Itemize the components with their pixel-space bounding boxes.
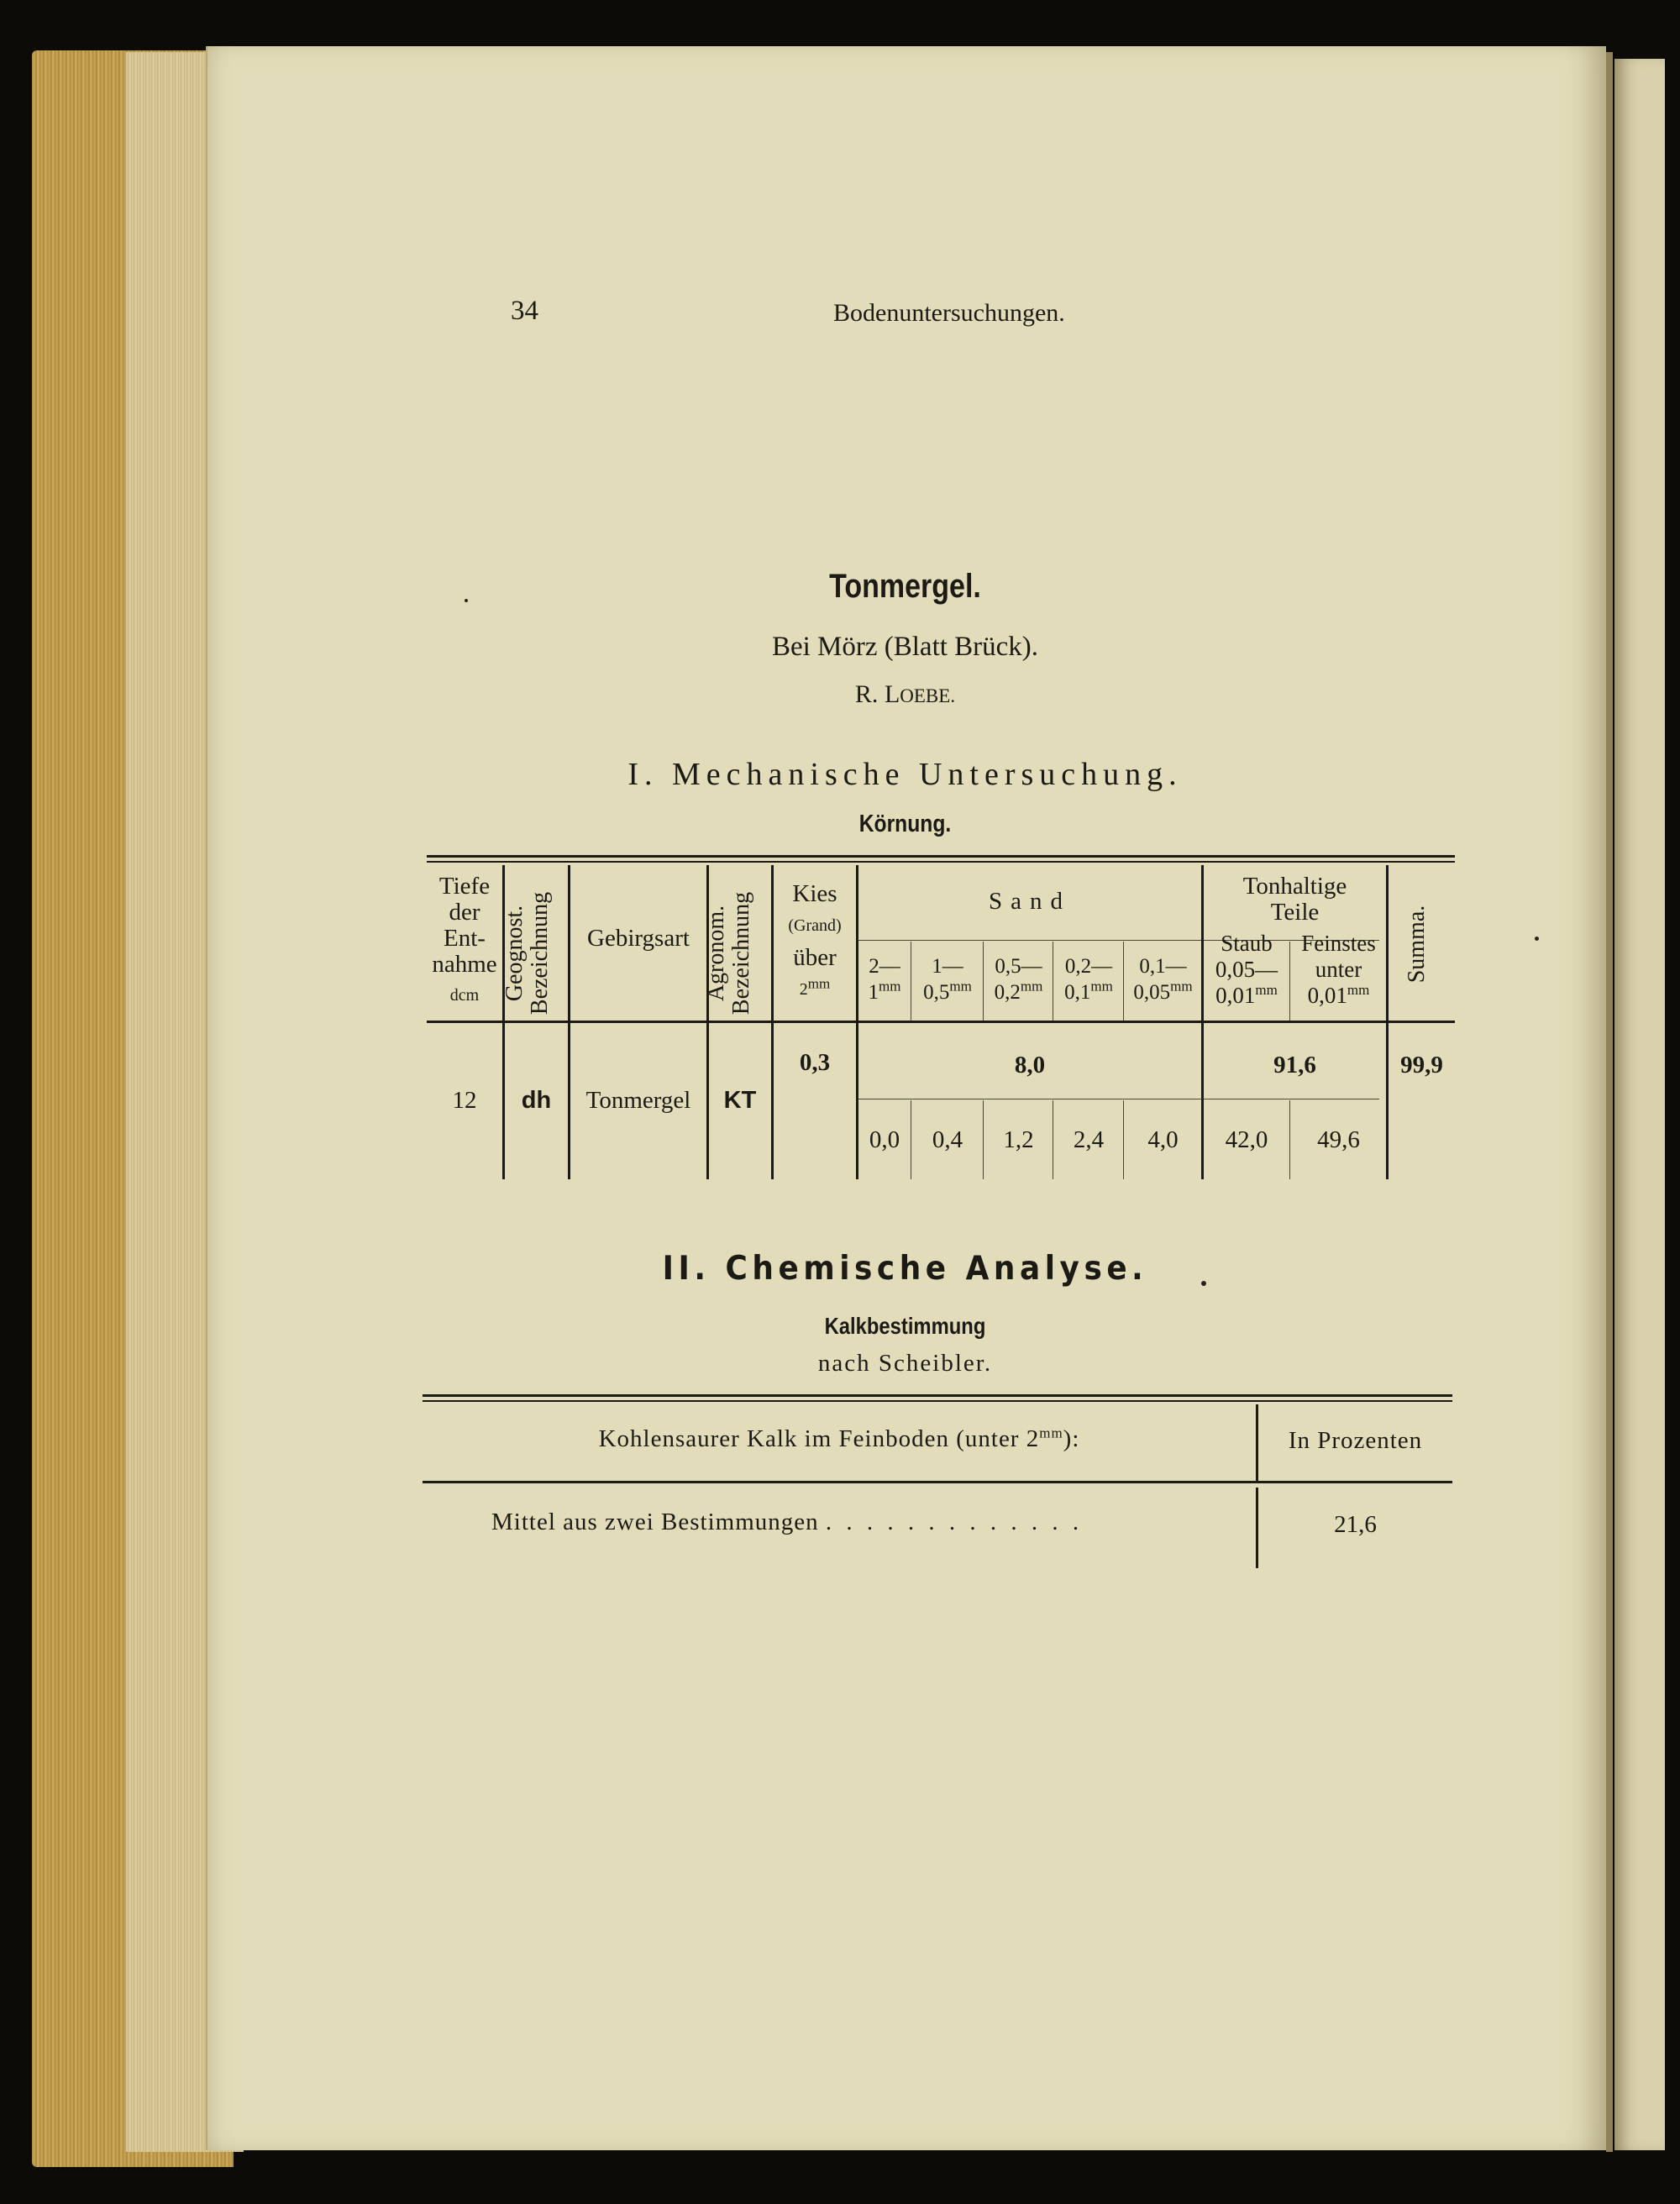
col-header-staub — [1204, 931, 1289, 1009]
sand-col-rule-2 — [983, 942, 984, 1021]
agronom-line-2: Bezeichnung — [728, 891, 754, 1015]
cell-sand-4: 2,4 — [1073, 1126, 1105, 1153]
sand-col-rule-4b — [1123, 1100, 1124, 1179]
cell-kies: 0,3 — [799, 1049, 831, 1076]
tonhaltige-line-2: Teile — [1270, 899, 1320, 926]
sand-fraction-2-top: 1— — [932, 955, 963, 978]
sand-fraction-1-bottom: 1 — [868, 981, 879, 1004]
cell-agronom: KT — [723, 1087, 757, 1114]
lime-header-left — [423, 1425, 1256, 1453]
cell-tiefe: 12 — [452, 1087, 477, 1114]
cell-geognost: dh — [521, 1087, 552, 1114]
table-top-rule-2 — [427, 861, 1455, 863]
lime-header-unit: mm — [1039, 1425, 1063, 1441]
sand-fraction-5-unit: mm — [1170, 978, 1193, 994]
col-rule-7 — [1386, 865, 1389, 1179]
sand-col-rule-4 — [1123, 942, 1124, 1021]
document-subtitle: Bei Mörz (Blatt Brück). — [771, 632, 1039, 662]
staub-unit: mm — [1255, 982, 1278, 998]
col-header-summa: Summa. — [1404, 905, 1430, 984]
sand-fraction-4-unit: mm — [1090, 978, 1113, 994]
sand-subheader-rule — [858, 940, 1201, 941]
sand-fraction-5-bottom: 0,05 — [1133, 981, 1171, 1004]
section-heading-mechanical: I. Mechanische Untersuchung. — [627, 757, 1183, 792]
paper-speck — [1535, 937, 1539, 941]
sand-fraction-5-top: 0,1— — [1139, 955, 1187, 978]
col-header-sand: Sand — [989, 888, 1071, 915]
cell-sand-5: 4,0 — [1147, 1126, 1179, 1153]
sand-col-rule-2b — [983, 1100, 984, 1179]
lime-row-label — [491, 1509, 1083, 1536]
sand-fraction-4-top: 0,2— — [1064, 955, 1113, 978]
feinstes-line-2: unter — [1315, 957, 1362, 982]
geognost-line-2: Bezeichnung — [527, 891, 553, 1015]
lime-table-header-rule — [423, 1481, 1452, 1483]
geognost-line-1: Geognost. — [501, 905, 528, 1002]
subheading-kalkbestimmung: Kalkbestimmung — [824, 1313, 986, 1339]
lime-header-text: Kohlensaurer Kalk im Feinboden (unter 2 — [598, 1425, 1040, 1452]
paper-speck — [465, 599, 468, 602]
kies-line-4: 2 — [799, 980, 808, 999]
col-header-geognost — [502, 878, 556, 1029]
gutter-edge — [1606, 52, 1613, 2152]
lime-row-dots: . . . . . . . . . . . . . — [825, 1509, 1084, 1535]
sand-fraction-1-top: 2— — [869, 955, 900, 978]
sand-fraction-1-unit: mm — [879, 978, 901, 994]
running-head: Bodenuntersuchungen. — [833, 299, 1065, 327]
col-header-agronom — [704, 878, 758, 1029]
cell-sand-total: 8,0 — [1014, 1052, 1046, 1078]
kies-unit: mm — [807, 975, 831, 992]
tiefe-line-1: Tiefe — [438, 873, 491, 900]
author-line — [206, 680, 1604, 709]
document-title: Tonmergel. — [829, 568, 981, 605]
col-rule-2 — [568, 865, 570, 1179]
sand-fraction-4 — [1054, 953, 1123, 1005]
tiefe-line-3: Ent- — [444, 925, 486, 952]
sand-fraction-3-bottom: 0,2 — [994, 981, 1021, 1004]
sand-fraction-3-top: 0,5— — [995, 955, 1042, 978]
sand-fraction-2-bottom: 0,5 — [923, 981, 950, 1004]
cell-sand-1: 0,0 — [869, 1126, 900, 1153]
agronom-line-1: Agronom. — [703, 905, 729, 1002]
sand-fraction-3 — [984, 953, 1053, 1005]
sand-fraction-2-unit: mm — [949, 978, 972, 994]
col-header-tiefe — [427, 874, 502, 1009]
feinstes-line-3: 0,01 — [1307, 983, 1347, 1008]
sand-fraction-2 — [912, 953, 983, 1005]
author-name-rest: OEBE. — [900, 685, 956, 706]
cell-sand-2: 0,4 — [932, 1126, 963, 1153]
table-top-rule-1 — [427, 855, 1455, 858]
sand-fraction-1 — [858, 953, 911, 1005]
tiefe-line-2: der — [449, 899, 480, 926]
subheading-koernung: Körnung. — [858, 811, 952, 837]
col-header-feinstes — [1291, 931, 1386, 1009]
col-header-tonhaltige — [1204, 874, 1386, 926]
ton-col-rule-b — [1289, 1100, 1290, 1179]
table-header-rule — [427, 1021, 1455, 1023]
cell-staub: 42,0 — [1225, 1126, 1268, 1153]
cell-feinstes: 49,6 — [1317, 1126, 1360, 1153]
sand-fraction-3-unit: mm — [1020, 978, 1043, 994]
next-page-sliver — [1614, 59, 1665, 2150]
lime-table-top-rule-1 — [423, 1394, 1452, 1397]
tiefe-unit: dcm — [449, 986, 480, 1005]
cell-gebirgsart: Tonmergel — [585, 1087, 691, 1114]
lime-header-end: ): — [1063, 1425, 1080, 1452]
lime-row-label-text: Mittel aus zwei Bestimmungen — [491, 1509, 819, 1535]
author-initial: R. — [854, 680, 879, 708]
sand-fraction-5 — [1125, 953, 1201, 1005]
lime-table-top-rule-2 — [423, 1400, 1452, 1402]
feinstes-line-1: Feinstes — [1301, 931, 1376, 956]
cell-summa: 99,9 — [1400, 1052, 1443, 1078]
col-header-gebirgsart: Gebirgsart — [587, 925, 690, 952]
staub-line-1: Staub — [1221, 931, 1273, 956]
paper-speck — [1201, 1281, 1206, 1286]
method-line: nach Scheibler. — [817, 1350, 993, 1377]
tonhaltige-line-1: Tonhaltige — [1242, 873, 1347, 900]
cell-ton-total: 91,6 — [1273, 1052, 1316, 1078]
kies-line-2: (Grand) — [788, 916, 842, 935]
feinstes-unit: mm — [1347, 982, 1370, 998]
staub-line-3: 0,01 — [1215, 983, 1256, 1008]
staub-line-2: 0,05— — [1215, 957, 1278, 982]
sand-fraction-4-bottom: 0,1 — [1064, 981, 1091, 1004]
section-heading-chemical: II. Chemische Analyse. — [662, 1250, 1148, 1288]
tiefe-line-4: nahme — [432, 951, 497, 978]
lime-row-value: 21,6 — [1334, 1511, 1377, 1538]
page-number: 34 — [511, 296, 538, 326]
kies-line-1: Kies — [792, 880, 837, 907]
cell-sand-3: 1,2 — [1003, 1126, 1034, 1153]
lime-header-right: In Prozenten — [1288, 1427, 1423, 1454]
kies-line-3: über — [793, 944, 837, 971]
col-header-kies — [774, 878, 856, 1005]
author-name-first: L — [884, 680, 900, 708]
ton-col-rule — [1289, 942, 1290, 1021]
